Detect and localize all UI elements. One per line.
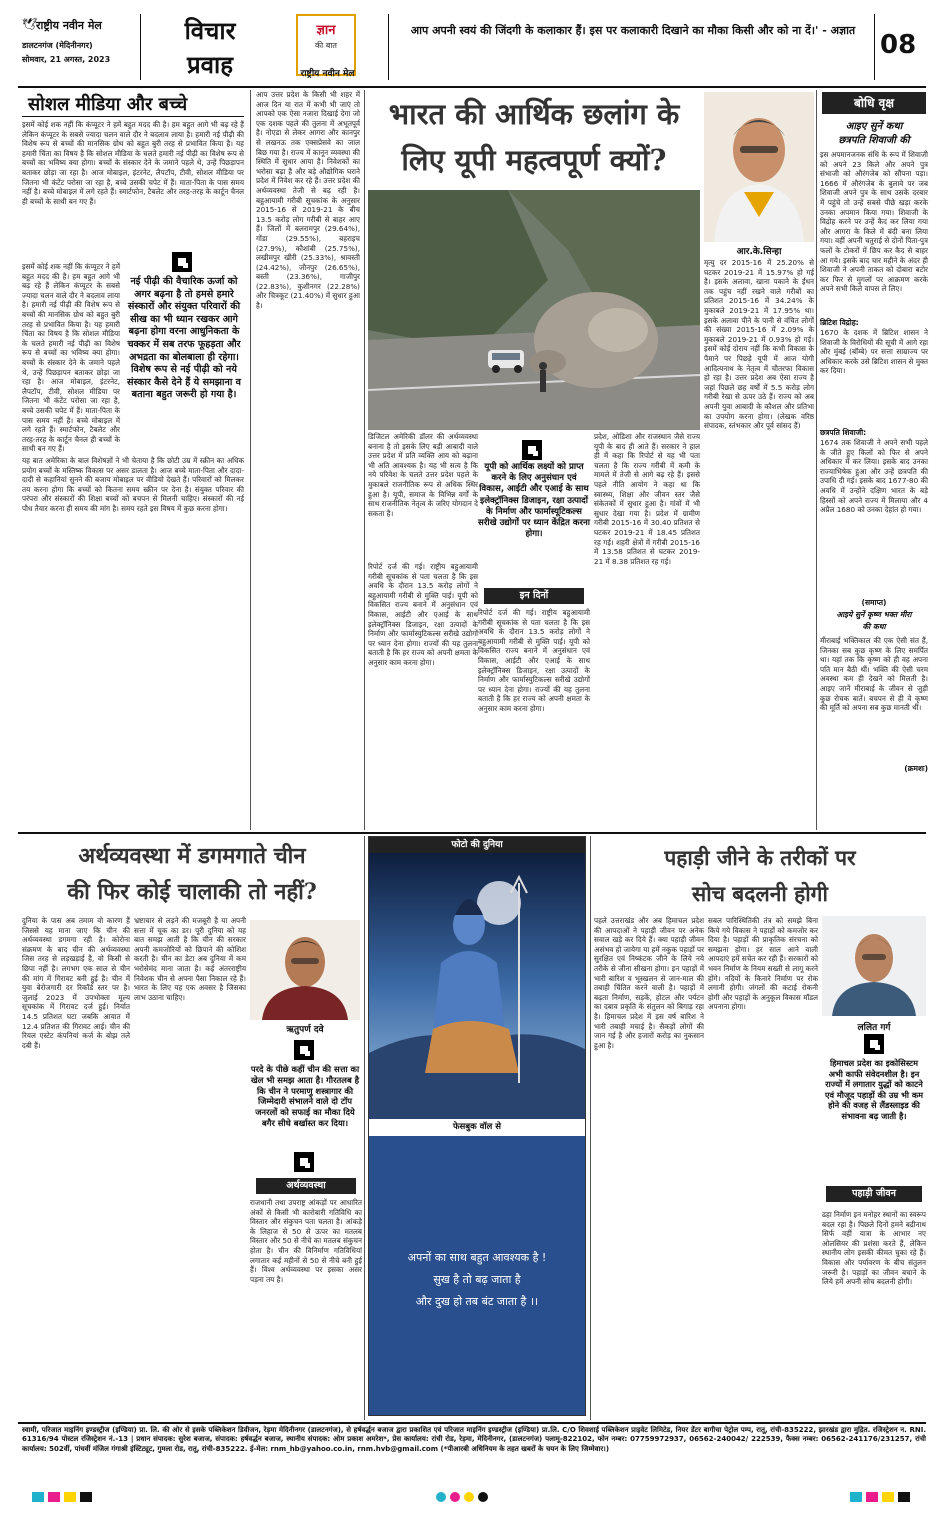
- sidebar-body1: इस अपमानजनक संधि के रूप में शिवाजी को अपने 23 किले और अपने पुत्र संभाजी को औरंगजेब को सौंपना पड़ा। 1666 में औरंगजेब के बुलावे पर जब शिवाजी अपने पुत्र के साथ उसके दरबार में पहुंचे तो उन्हें सबसे पीछे खड़ा करके उनका अपमान किया गया। शिवाजी के विद्रोह करने पर उन्हें कैद कर लिया गया और आगरा के किले में बंदी बना लिया गया। वहीं अपनी चतुराई से दोनों पिता-पुत्र फलों के टोकरों में छिप कर कैद से बाहर आ गये। इसके बाद चार महीने के अंदर ही शिवाजी ने अपनी ताकत को दोबारा बटोर कर फिर से मुगलों पर आक्रमण करके अपने सभी किले वापस ले लिए।: [820, 150, 928, 294]
- article1-body-left: इसमें कोई शक नहीं कि कंप्यूटर ने हमें बहुत मदद की है। हम बहुत आगे भी बढ़ रहे हैं लेकिन कंप्यूटर के सबसे ज्यादा चलन वाले दौर ने बदलाव लाया है। हमारी नई पीढ़ी की विशेष रूप से बच्चों की मानसिक ग्रोथ को बहुत बुरी तरह से प्रभावित किया है। यह हमारी चिंता का विषय है कि सोशल मीडिया के चलते हमारी नई पीढ़ी का विशेष रूप से बच्चों का भविष्य क्या होगा। बच्चों के संस्कार देने के जमाने पहले थे, उन्हें पिछड़ापन बताकर छोड़ा जा रहा है। आज मोबाइल, इंटरनेट, लैपटॉप, टीवी, सोशल मीडिया पर जितना भी कंटेंट परोसा जा रहा है, बच्चे उसकी चपेट में हैं। माता-पिता के पास समय नहीं है। बच्चे मोबाइल में लगे रहते हैं। स्मार्टफोन, टैबलेट और तरह-तरह के कार्टून चैनल ही बच्चों के साथी बन गए हैं।: [22, 262, 120, 454]
- article3-author: ऋतुपर्ण दवे: [286, 1025, 324, 1035]
- article2-author: आर.के.सिन्हा: [736, 247, 782, 257]
- author-photo-lalit-garg: [822, 916, 926, 1016]
- newspaper-logo: राष्ट्रीय नवीन मेल: [36, 19, 102, 32]
- color-registration-bar: [18, 1490, 926, 1504]
- article3-body-col1: दुनिया के पास अब तमाम वो कारण हैं जिससे यह माना जाए कि चीन की अर्थव्यवस्था डगमगा रही है। कोरोना संक्रमण के बाद चीन की अर्थव्यवस्था जिस तरह से लड़खड़ाई है, वो किसी से छिपा नहीं है। लगभग एक साल से चीन की मांग में गिरावट बनी हुई है। चीन में युवा बेरोजगारी दर रिकॉर्ड स्तर पर है। जुलाई 2023 में उपभोक्ता मूल्य सूचकांक में गिरावट दर्ज हुई। निर्यात 14.5 प्रतिशत घटा जबकि आयात में 12.4 प्रतिशत की गिरावट आई। चीन की रियल एस्टेट कंपनियां कर्ज के बोझ तले दबी हैं।: [22, 916, 130, 1050]
- article3-title-line1: अर्थव्यवस्था में डगमगाते चीन: [78, 843, 306, 869]
- in-dinon-tag: इन दिनों: [484, 588, 584, 604]
- economy-tag: अर्थव्यवस्था: [256, 1178, 356, 1194]
- sidebar-subhead1: ब्रिटिश विद्रोह:: [820, 318, 859, 327]
- sidebar-end-mark: (समाप्त): [861, 598, 887, 607]
- article2-body-col3: प्रदेश, ओडिशा और राजस्थान जैसे राज्य यूपी के बाद ही आते हैं। सरकार ने हाल ही में कहा कि रिपोर्ट से यह भी पता चलता है कि राज्य गरीबी में कमी के मामले में तेजी से आगे बढ़ रहे हैं। इससे पहले नीति आयोग ने कहा था कि स्वास्थ्य, शिक्षा और जीवन स्तर जैसे संकेतकों में सुधार हुआ है। गांवों में भी सुधार देखा गया है। प्रदेश में ग्रामीण गरीबी 2015-16 में 30.40 प्रतिशत से घटकर 2019-21 में 18.45 प्रतिशत रह गई। शहरी क्षेत्रों में गरीबी 2015-16 में 13.58 प्रतिशत से घटकर 2019-21 में 8.38 प्रतिशत रह गई।: [594, 432, 700, 566]
- pullquote-marker-icon: [864, 1034, 884, 1054]
- sidebar-body4: मीराबाई भक्तिकाल की एक ऐसी संत हैं, जिनका सब कुछ कृष्ण के लिए समर्पित था। यहां तक कि कृष्ण को ही वह अपना पति मान बैठी थीं। भक्ति की ऐसी चरम अवस्था कम ही देखने को मिलती है। आइए जानें मीराबाई के जीवन से जुड़ी कुछ रोचक बातें। बचपन से ही वे कृष्ण की मूर्ति को अपना सब कुछ मानती थीं।: [820, 636, 928, 713]
- hill-life-tag: पहाड़ी जीवन: [826, 1186, 922, 1202]
- section-title-line2: प्रवाह: [187, 50, 233, 79]
- author-photo-rituparn-dave: [250, 920, 360, 1020]
- sidebar-body3: 1674 तक शिवाजी ने अपने सभी पहले के जीते हुए किलों को फिर से अपने अधिकार में कर लिया। इसके बाद उनका राज्याभिषेक हुआ और उन्हें छत्रपति की उपाधि दी गई। इसके बाद 1677-80 की अवधि में उन्होंने दक्षिण भारत के बड़े हिस्सों को अपने राज्य में मिलाया और 4 अप्रैल 1680 को उनका देहांत हो गया।: [820, 438, 928, 515]
- article4-pullquote: हिमाचल प्रदेश का इकोसिस्टम अभी काफी संवेदनशील है। इन राज्यों में लगातार युद्धों को काटने एवं मौजूद पहाड़ों की उम्र भी कम होने की वजह से लैंडस्लाइड की संभावना बढ़ जाती है।: [824, 1058, 924, 1121]
- quote-line2: सुख है तो बढ़ जाता है: [433, 1273, 521, 1286]
- article4-body-col2: सबल पारिस्थितिकी तंत्र को समझे बिना किये गये विकास ने पहाड़ों को कमजोर कर दिया है। पहाड़ों की प्राकृतिक संरचना को समझना होगा। हर साल आने वाली आपदाएं हमें सचेत कर रही हैं। सरकारों को भवन निर्माण के नियम सख्ती से लागू करने होंगे। नदियों के किनारे निर्माण पर रोक लगानी होगी। जंगलों की कटाई रोकनी होगी और पहाड़ों के अनुकूल विकास मॉडल अपनाना होगा।: [708, 916, 818, 1012]
- article4-title-line1: पहाड़ी जीने के तरीकों पर: [664, 845, 856, 870]
- article2-pullquote: यूपी को आर्थिक लक्ष्यों को प्राप्त करने के लिए अनुसंधान एवं विकास, आईटी और एआई के साथ इलेक्ट्रॉनिक्स डिजाइन, रक्षा उत्पादों के निर्माण और फार्मास्यूटिकल्स सरीखे उद्योगों पर ध्यान केंद्रित करना होगा।: [478, 462, 590, 540]
- sidebar-body2: 1670 के दशक में ब्रिटिश शासन ने शिवाजी के विरोधियों की सूची में आगे रहा और मुंबई (बॉम्बे) पर सत्ता साम्राज्य पर अधिकार करके उसे ब्रिटिश शासन से मुक्त कर दिया।: [820, 328, 928, 376]
- badge-bottom: राष्ट्रीय नवीन मेल: [300, 69, 355, 79]
- quote-line3: और दुख हो तब बंट जाता है ।।: [415, 1295, 539, 1308]
- article1-pullquote: नई पीढ़ी की वैचारिक ऊर्जा को अगर बढ़ना है तो हमसे हमारे संस्कारों और संयुक्त परिवारों की सीख का भी ध्यान रखकर आगे बढ़ना होगा वरना आधुनिकता के चक्कर में सब तरफ फूहड़ता और अभद्रता का बोलबाला ही रहेगा। विशेष रूप से नई पीढ़ी को नये संस्कार कैसे देने हैं ये समझाना व बताना बहुत जरूरी हो गया है।: [126, 276, 242, 401]
- landslide-road-photo: [368, 190, 700, 430]
- shiva-illustration: [369, 853, 585, 1119]
- sidebar-title-line2: छत्रपति शिवाजी की: [838, 135, 910, 146]
- article1-body-top: इसमें कोई शक नहीं कि कंप्यूटर ने हमें बहुत मदद की है। हम बहुत आगे भी बढ़ रहे हैं लेकिन कंप्यूटर के सबसे ज्यादा चलन वाले दौर ने बदलाव लाया है। हमारी नई पीढ़ी की विशेष रूप से बच्चों की मानसिक ग्रोथ को बहुत बुरी तरह से प्रभावित किया है। यह हमारी चिंता का विषय है कि सोशल मीडिया के चलते हमारी नई पीढ़ी का विशेष रूप से बच्चों का भविष्य क्या होगा। बच्चों के संस्कार देने के जमाने पहले थे, उन्हें पिछड़ापन बताकर छोड़ा जा रहा है। आज मोबाइल, इंटरनेट, लैपटॉप, टीवी, सोशल मीडिया पर जितना भी कंटेंट परोसा जा रहा है, बच्चे उसकी चपेट में हैं। माता-पिता के पास समय नहीं है। बच्चे मोबाइल में लगे रहते हैं। स्मार्टफोन, टैबलेट और तरह-तरह के कार्टून चैनल ही बच्चों के साथी बन गए हैं।: [22, 120, 244, 206]
- sidebar-title2-line1: आइये सुनें कृष्ण भक्त मीरा: [836, 610, 912, 619]
- sidebar-title2-line2: की कथा: [862, 622, 886, 631]
- issue-date: सोमवार, 21 अगस्त, 2023: [22, 55, 111, 64]
- article1-body-bottom: यह बात अमेरिका के बाल विशेषज्ञों ने भी चेताया है कि छोटी उम्र में स्क्रीन का अधिक प्रयोग बच्चों के मस्तिष्क विकास पर असर डालता है। आज बच्चे माता-पिता और दादा-दादी से कहानियां सुनने की बजाय मोबाइल पर वीडियो देखते हैं। परिवारों को मिलकर तय करना होगा कि बच्चों को कितना समय स्क्रीन पर देना है। संयुक्त परिवार की परंपरा और संस्कारों की शिक्षा बच्चों को बचपन से मिलनी चाहिए। संस्कारों की नई पौध तैयार करना ही समय की मांग है। समय रहते इस विषय में कुछ करना होगा।: [22, 456, 244, 513]
- edition-city: डालटनगंज (मेदिनीनगर): [22, 41, 93, 50]
- sidebar-title-line1: आइए सुनें कथा: [845, 121, 903, 132]
- sidebar-continued-mark: (क्रमशः): [904, 764, 928, 773]
- pullquote-marker-icon: [522, 440, 542, 460]
- photo-footer: फेसबुक वॉल से: [452, 1122, 502, 1132]
- article4-body-col3: ढहा निर्माण इन मनोहर स्थानों का स्वरूप बदल रहा है। पिछले दिनों हमने बद्रीनाथ सिर्फ वहीं यात्रा के आभार नए ओलसियर की प्रशंसा करते हैं, लेकिन स्थानीय लोग इसकी कीमत चुका रहे हैं। विकास और पर्यावरण के बीच संतुलन जरूरी है। पहाड़ों का जीवन बचाने के लिये हमें अपनी सोच बदलनी होगी।: [822, 1210, 926, 1287]
- article2-title-line1: भारत की आर्थिक छलांग के: [388, 97, 680, 131]
- badge-mid: की बात: [315, 41, 337, 50]
- article2-body-col4: मृत्यु दर 2015-16 में 25.20% से घटकर 2019-21 में 15.97% हो गई है। इसके अलावा, खाना पकाने के ईंधन तक पहुंच नहीं रखने वाले गरीबों का प्रतिशत 2015-16 में 34.24% के मुकाबले 2019-21 में 17.95% था। इसके अलावा पीने के पानी से वंचित लोगों की संख्या 2015-16 में 2.09% के मुकाबले 2019-21 में 0.93% हो गई। इसमें कोई दोराय नहीं कि कभी विकास के पैमाने पर पिछड़े यूपी में आज योगी आदित्यनाथ के नेतृत्व में चौतरफा विकास हो रहा है। उत्तर प्रदेश अब ऐसा राज्य है जहां पिछले छह वर्षों में 5.5 करोड़ लोग गरीबी रेखा से ऊपर उठे हैं। राज्य को अब अपनी युवा आबादी के कौशल और प्रतिभा का उपयोग करना होगा। (लेखक वरिष्ठ संपादक, स्तंभकार और पूर्व सांसद हैं): [704, 258, 814, 431]
- imprint-line: स्वामी, परिजात माइनिंग इण्डस्ट्रीज (इण्डिया) प्रा. लि. की ओर से इसके पब्लिकेशन डिवीजन, रेड़मा मेदिनीनगर (डालटनगंज), से हर्षवर्द्धन बजाज द्वारा प्रकाशित एवं परिजात माइनिंग इण्डस्ट्रीज (इण्डिया) प्रा.लि. C/O शिवशाई पब्लिकेशन प्राइवेट लिमिटेड, नियर डेंटर बागीचा पेट्रोल पम्प, रातू, रांची-835222, झारखंड द्वारा मुद्रित. रजिस्ट्रेशन न. RNI. 61316/94 पोस्टल रजिस्ट्रेशन नं.-13 | प्रधान संपादक: सुरेश बजाज, संपादक: हर्षवर्द्धन बजाज, स्थानीय संपादक: ओम प्रकाश अमरेश*, प्रेस कार्यालय: रांची रोड, रेड़मा, मेदिनीनगर, (डालटनगंज) पलामू-822102, फोन नम्बर: 07759972937, 06562-240042/ 222539, फैक्स नम्बर: 06562-241176/231257, रांची कार्यालय: 502वीं, पांचवीं मंजिल गंगाश्री इंस्टिट्यूट, गुमला रोड, रातू, रांची-835222. ई-मेल: rnm_hb@yahoo.co.in, rnm.hvb@gmail.com (*पीआरबी अधिनियम के तहत खबरों के चयन के लिए जिम्मेवार।): [22, 1426, 926, 1453]
- article2-body-col1: डिजिटल अमेरिकी डॉलर की अर्थव्यवस्था बनाना है तो इसके लिए बड़ी आबादी वाले उत्तर प्रदेश में प्रति व्यक्ति आय को बढ़ाना भी अति आवश्यक है। यह भी सत्य है कि नये परिवेश के चलते उत्तर प्रदेश पहले के मुकाबले राजनीतिक रूप से अधिक स्थिर हुआ है। यूपी, समाज के विभिन्न वर्गों के साथ राजनीतिक नेतृत्व के जरिए योगदान दे सकता है।: [368, 432, 478, 518]
- author-photo-rk-sinha: [704, 92, 814, 242]
- article2-body-col1b: रिपोर्ट दर्ज की गई। राष्ट्रीय बहुआयामी गरीबी सूचकांक से पता चलता है कि इस अवधि के दौरान 13.5 करोड़ लोगों ने बहुआयामी गरीबी से मुक्ति पाई। यूपी को विकसित राज्य बनाने में अनुसंधान एवं विकास, आईटी और एआई के साथ इलेक्ट्रॉनिक्स डिजाइन, रक्षा उत्पादों के निर्माण और फार्मास्युटिकल्स सरीखे उद्योगों पर ध्यान देना होगा। राज्यों की यह तुलना बताती है कि हर राज्य को अपनी क्षमता के अनुसार काम करना होगा।: [368, 562, 478, 667]
- sidebar-header: बोधि वृक्ष: [822, 92, 926, 114]
- article3-title-line2: की फिर कोई चालाकी तो नहीं?: [67, 879, 317, 905]
- article1-title: सोशल मीडिया और बच्चे: [28, 94, 188, 115]
- section-title-line1: विचार: [184, 16, 236, 45]
- article4-body-col1: पहले उत्तराखंड और अब हिमाचल प्रदेश की आपदाओं ने पहाड़ी जीवन पर अनेक सवाल खड़े कर दिये हैं। क्या पहाड़ी जीवन असंभव हो जायेगा या हमें नकुक पहाड़ों पर सुरक्षित एवं निष्कंटक जीने के लिये नये तरीके से जीना सीखना होगा। इन पहाड़ों में भारी बारिश व भूस्खलन से जान-माल की तबाही चिंतित करने वाली है। पहाड़ों में बढ़ता निर्माण, सड़कें, होटल और पर्यटन का दबाव प्रकृति के संतुलन को बिगाड़ रहा है। हिमाचल प्रदेश में इस वर्ष बारिश ने भारी तबाही मचाई है। सैकड़ों लोगों की जान गई है और हजारों करोड़ का नुकसान हुआ है।: [594, 916, 705, 1050]
- bird-logo-icon: 🕊: [22, 17, 38, 31]
- sidebar-subhead2: छत्रपति शिवाजी:: [820, 428, 867, 437]
- article3-pullquote: परदे के पीछे कहीं चीन की सत्ता का खेल भी समझ आता है। गौरतलब है कि चीन ने परमाणु शस्त्रागार की जिम्मेदारी संभालने वाले दो टॉप जनरलों को सफाई का मौका दिये बगैर सीधे बर्खास्त कर दिया।: [250, 1064, 360, 1128]
- article4-title-line2: सोच बदलनी होगी: [692, 881, 828, 906]
- pullquote-marker-icon: [294, 1152, 314, 1172]
- badge-top: ज्ञान: [316, 23, 336, 38]
- article2-body-col2: रिपोर्ट दर्ज की गई। राष्ट्रीय बहुआयामी गरीबी सूचकांक से पता चलता है कि इस अवधि के दौरान 13.5 करोड़ लोगों ने बहुआयामी गरीबी से मुक्ति पाई। यूपी को विकसित राज्य बनाने में अनुसंधान एवं विकास, आईटी और एआई के साथ इलेक्ट्रॉनिक्स डिजाइन, रक्षा उत्पादों के निर्माण और फार्मास्युटिकल्स सरीखे उद्योगों पर ध्यान देना होगा। राज्यों की यह तुलना बताती है कि हर राज्य को अपनी क्षमता के अनुसार काम करना होगा।: [478, 608, 590, 713]
- article1-continued-column: आप उत्तर प्रदेश के किसी भी शहर में आज दिन या रात में कभी भी जाएं तो आपको एक ऐसा नजारा दिखाई देगा जो एक दशक पहले की तुलना में अभूतपूर्व है। नोएडा से लेकर आगरा और कानपुर से लखनऊ तक एक्सप्रेसवे का जाल बिछ गया है। राज्य में कानून व्यवस्था की स्थिति में सुधार आया है। निवेशकों का भरोसा बढ़ा है और बड़े औद्योगिक घराने प्रदेश में निवेश कर रहे हैं। उत्तर प्रदेश की अर्थव्यवस्था तेजी से बढ़ रही है। बहुआयामी गरीबी सूचकांक के अनुसार 2015-16 से 2019-21 के बीच 13.5 करोड़ लोग गरीबी से बाहर आए हैं। जिलों में बलरामपुर (29.64%), गोंडा (29.55%), बहराइच (27.9%), कौशांबी (25.75%), लखीमपुर खीरी (25.33%), श्रावस्ती (24.42%), जौनपुर (26.65%), बस्ती (23.36%), गाजीपुर (22.83%), कुशीनगर (22.28%) और चित्रकूट (21.40%) में सुधार हुआ है।: [256, 90, 360, 311]
- pullquote-marker-icon: [294, 1040, 314, 1060]
- article3-body-col2: भ्रष्टाचार से लड़ने की मजबूरी है या अपनी सत्ता में चूक का डर। पूरी दुनिया को यह बात समझ आती है कि चीन की सरकार अपनी कमजोरियों को छिपाने की कोशिश करती है। चीन का डेटा अब दुनिया में कम भरोसेमंद माना जाता है। कई अंतरराष्ट्रीय निवेशक चीन से अपना पैसा निकाल रहे हैं। भारत के लिए यह एक अवसर है जिसका लाभ उठाना चाहिए।: [134, 916, 246, 1002]
- page-number: 08: [880, 30, 917, 60]
- article2-title-line2: लिए यूपी महत्वपूर्ण क्यों?: [401, 143, 667, 177]
- masthead-quote: आप अपनी स्वयं की जिंदगी के कलाकार हैं। इस पर कलाकारी दिखाने का मौका किसी और को ना दें।' - अज्ञात: [410, 24, 856, 37]
- masthead: [0, 0, 945, 88]
- article3-body-col3: राजधानी तथा उपराष्ट्र आंकड़ों पर आधारित अंकों से किसी भी कारोबारी गतिविधि का विस्तार और संकुचन पता चलता है। आंकड़े के लिहाज से 50 से ऊपर का मतलब विस्तार और 50 से नीचे का मतलब संकुचन होता है। चीन की विनिर्माण गतिविधियां लगातार कई महीनों से 50 से नीचे बनी हुई हैं। विश्व अर्थव्यवस्था पर इसका असर पड़ना तय है।: [250, 1198, 362, 1284]
- photo-box-header: फोटो की दुनिया: [369, 837, 585, 853]
- quote-line1: अपनों का साथ बहुत आवश्यक है !: [407, 1251, 547, 1264]
- article4-author: ललित गर्ग: [857, 1023, 891, 1033]
- pullquote-marker-icon: [172, 252, 192, 272]
